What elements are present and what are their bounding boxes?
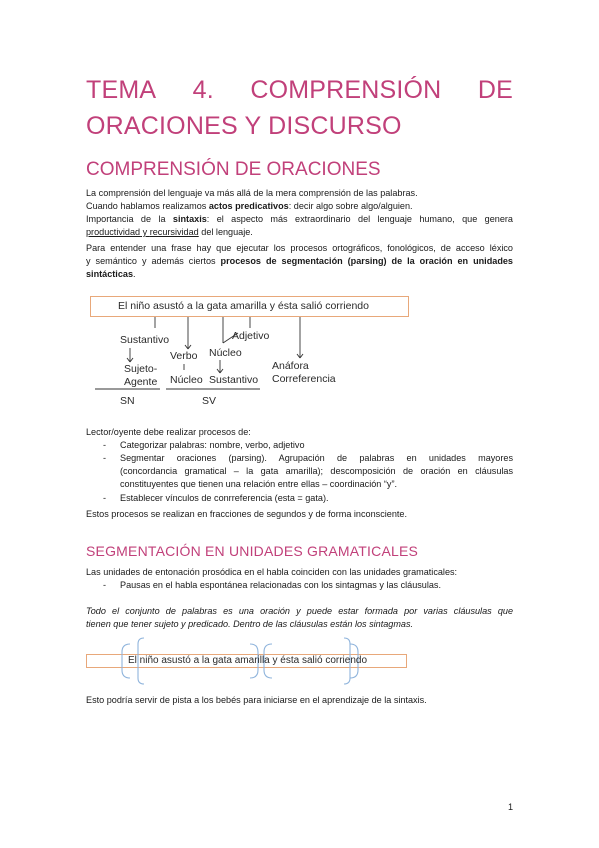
clause-diagram xyxy=(86,634,516,686)
diagram-sentence: El niño asustó a la gata amarilla y ésta salió corriendo xyxy=(118,300,369,312)
paragraph-line: Esto podría servir de pista a los bebés para iniciarse en el aprendizaje de la sintaxis. xyxy=(86,695,427,705)
paragraph-line: y semántico y además ciertos procesos de segmentación (parsing) de la oración en unidades xyxy=(86,256,513,266)
section-heading-segmentacion: SEGMENTACIÓN EN UNIDADES GRAMATICALES xyxy=(86,543,419,559)
paragraph-line: Cuando hablamos realizamos actos predicativos: decir algo sobre algo/alguien. xyxy=(86,201,413,211)
label-verbo: Verbo xyxy=(170,350,198,362)
title-line-1 xyxy=(86,76,513,105)
paragraph-line: Lector/oyente debe realizar procesos de: xyxy=(86,427,251,437)
label-sustantivo: Sustantivo xyxy=(120,334,170,346)
title-word: DE xyxy=(477,76,513,104)
clause-sentence: El niño asustó a la gata amarilla y ésta salió corriendo xyxy=(128,655,368,666)
bullet-dash: - xyxy=(103,440,107,450)
bold-term: sintaxis xyxy=(172,214,207,224)
paragraph-line: Importancia de la sintaxis: el aspecto más extraordinario del lenguaje humano, que genera xyxy=(86,214,513,224)
italic-line: tienen que tener sujeto y predicado. Dentro de las cláusulas están los sintagmas. xyxy=(86,619,414,629)
italic-line: Todo el conjunto de palabras es una oración y puede estar formada por varias cláusulas que xyxy=(86,606,513,616)
bullet-dash: - xyxy=(103,453,107,463)
title-word: COMPRENSIÓN xyxy=(250,76,442,104)
label-correferencia: Correferencia xyxy=(272,373,336,385)
section-heading-comprension: COMPRENSIÓN DE ORACIONES xyxy=(86,159,381,180)
bold-term: procesos de segmentación (parsing) de la oración en unidades xyxy=(220,256,513,266)
underlined-term: productividad xyxy=(86,227,141,237)
bullet-dash: - xyxy=(103,580,107,590)
label-sv: SV xyxy=(202,395,217,407)
label-sujeto: Sujeto- xyxy=(124,363,158,375)
label-nucleo-bottom: Núcleo xyxy=(170,374,203,386)
paragraph-line: productividad y recursividad del lenguaje. xyxy=(86,227,253,237)
page-number: 1 xyxy=(508,802,514,812)
underlined-term: recursividad xyxy=(149,227,199,237)
parsing-diagram xyxy=(90,296,410,410)
paragraph-line: Para entender una frase hay que ejecutar los procesos ortográficos, fonológicos, de acceso léxico xyxy=(86,243,513,253)
bold-term: sintácticas xyxy=(86,269,134,279)
label-nucleo-top: Núcleo xyxy=(209,347,242,359)
bullet-dash: - xyxy=(103,493,107,503)
label-agente: Agente xyxy=(124,376,158,388)
label-anafora: Anáfora xyxy=(272,360,309,372)
diagram-lines xyxy=(90,296,410,410)
paragraph-line: sintácticas. xyxy=(86,269,136,279)
label-sn: SN xyxy=(120,395,135,407)
title-word: 4. xyxy=(192,76,214,104)
label-adjetivo: Adjetivo xyxy=(232,330,270,342)
label-sustantivo-2: Sustantivo xyxy=(209,374,259,386)
bullet-item: - Segmentar oraciones (parsing). Agrupación de palabras en unidades mayores (concordancia gramatical – la gata amarilla); descomposición de oración en cláusulas constituyentes que tienen una relación entre ellas – coordinación “y”. xyxy=(103,453,513,489)
paragraph-line: Las unidades de entonación prosódica en el habla coinciden con las unidades gramaticales: xyxy=(86,567,458,577)
title-word: TEMA xyxy=(86,76,157,104)
title-line-2: ORACIONES Y DISCURSO xyxy=(86,112,402,140)
bold-term: actos predicativos xyxy=(208,201,289,211)
paragraph-line: Estos procesos se realizan en fracciones de segundos y de forma inconsciente. xyxy=(86,509,407,519)
paragraph-line: La comprensión del lenguaje va más allá de la mera comprensión de las palabras. xyxy=(86,188,418,198)
